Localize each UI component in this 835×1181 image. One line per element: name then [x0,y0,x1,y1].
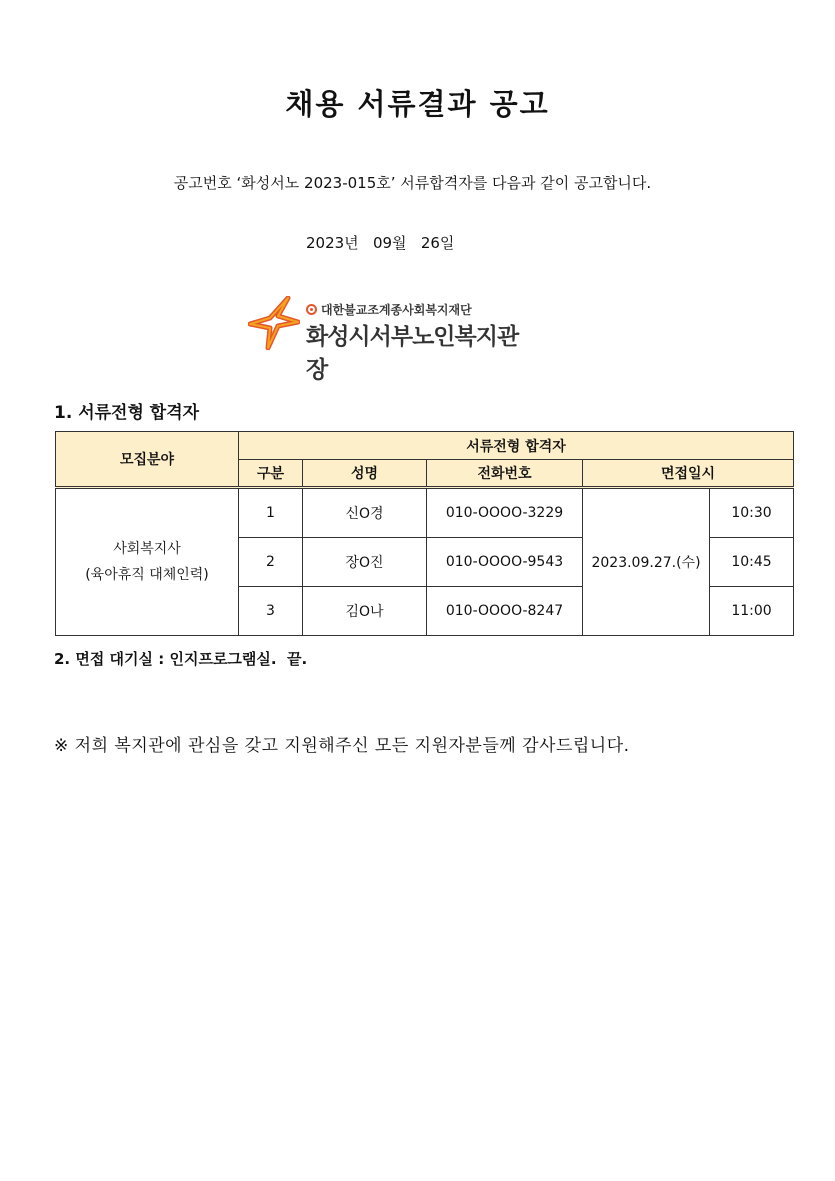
notice-date: 2023년 09월 26일 [306,234,455,252]
waiting-room-note: 2. 면접 대기실 : 인지프로그램실. 끝. [54,650,308,668]
header-field: 모집분야 [56,432,239,488]
results-table [55,431,794,636]
notice-text: 공고번호 ‘화성서노 2023-015호’ 서류합격자를 다음과 같이 공고합니다. [173,174,652,192]
organization-logo [248,292,538,383]
field-line2: (육아휴직 대체인력) [85,567,209,583]
row-phone: 010-OOOO-8247 [427,587,583,636]
logo-foundation-name [306,301,472,318]
section-title: 1. 서류전형 합격자 [54,403,200,423]
star-logo-icon [248,296,300,350]
row-no: 3 [239,587,303,636]
row-time: 11:00 [710,587,794,636]
logo-center-name: 화성시서부노인복지관장 [306,324,519,383]
dharma-wheel-icon [306,304,317,315]
header-no: 구분 [239,460,303,488]
page-title: 채용 서류결과 공고 [285,87,550,121]
row-phone: 010-OOOO-9543 [427,538,583,587]
header-name: 성명 [303,460,427,488]
row-name: 김O나 [303,587,427,636]
header-group: 서류전형 합격자 [239,432,794,460]
logo-small-text: 대한불교조계종사회복지재단 [321,303,472,317]
header-phone: 전화번호 [427,460,583,488]
row-phone: 010-OOOO-3229 [427,488,583,538]
interview-date-cell: 2023.09.27.(수) [583,488,710,636]
field-cell [56,488,239,636]
thanks-note: ※ 저희 복지관에 관심을 갖고 지원해주신 모든 지원자분들께 감사드립니다. [54,736,630,756]
table-row [56,488,794,538]
row-no: 2 [239,538,303,587]
row-no: 1 [239,488,303,538]
row-name: 장O진 [303,538,427,587]
row-name: 신O경 [303,488,427,538]
row-time: 10:45 [710,538,794,587]
row-time: 10:30 [710,488,794,538]
header-interview: 면접일시 [583,460,794,488]
field-line1: 사회복지사 [113,541,181,557]
